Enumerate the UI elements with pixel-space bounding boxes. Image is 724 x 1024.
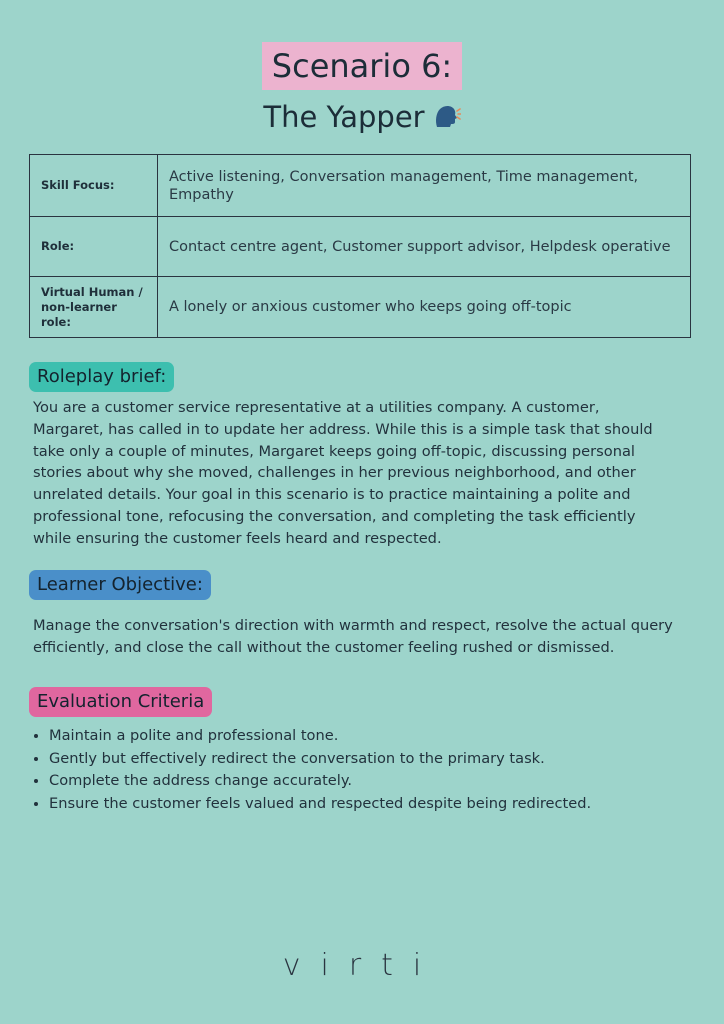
scenario-title: Scenario 6:	[262, 42, 462, 90]
evaluation-criteria-list	[29, 725, 689, 815]
list-item: • Ensure the customer feels valued and respected despite being redirected.	[49, 793, 689, 816]
row-label: Virtual Human / non-learner role:	[30, 277, 158, 338]
title-block	[0, 42, 724, 140]
subtitle-text: The Yapper	[263, 100, 425, 134]
row-value: A lonely or anxious customer who keeps going off-topic	[158, 277, 691, 338]
learner-objective-text: Manage the conversation's direction with warmth and respect, resolve the actual query efficiently, and close the call without the customer feeling rushed or dismissed.	[33, 617, 673, 656]
scenario-subtitle	[0, 98, 724, 140]
learner-objective-heading: Learner Objective:	[29, 570, 211, 600]
row-label: Skill Focus:	[30, 155, 158, 217]
table-row	[30, 277, 691, 338]
roleplay-brief-text: You are a customer service representative at a utilities company. A customer, Margaret, has called in to update her address. While this is a simple task that should take only a couple of minutes, Margaret keeps going off-topic, discussing personal stories about why she moved, challenges in her previous neighborhood, and other unrelated details. Your goal in this scenario is to practice maintaining a polite and professional tone, refocusing the conversation, and completing the task efficiently while ensuring the customer feels heard and respected.	[33, 399, 653, 547]
list-item: • Complete the address change accurately.	[49, 770, 689, 793]
evaluation-criteria-heading: Evaluation Criteria	[29, 687, 212, 717]
list-item: • Maintain a polite and professional tone.	[49, 725, 689, 748]
row-label: Role:	[30, 217, 158, 277]
row-value: Contact centre agent, Customer support advisor, Helpdesk operative	[158, 217, 691, 277]
roleplay-brief-heading: Roleplay brief:	[29, 362, 174, 392]
speaking-head-icon	[431, 101, 461, 140]
table-row	[30, 217, 691, 277]
virti-logo: virti	[282, 948, 442, 983]
table-row	[30, 155, 691, 217]
scenario-info-table	[29, 154, 691, 338]
list-item: • Gently but effectively redirect the conversation to the primary task.	[49, 748, 689, 771]
row-value: Active listening, Conversation management, Time management, Empathy	[158, 155, 691, 217]
